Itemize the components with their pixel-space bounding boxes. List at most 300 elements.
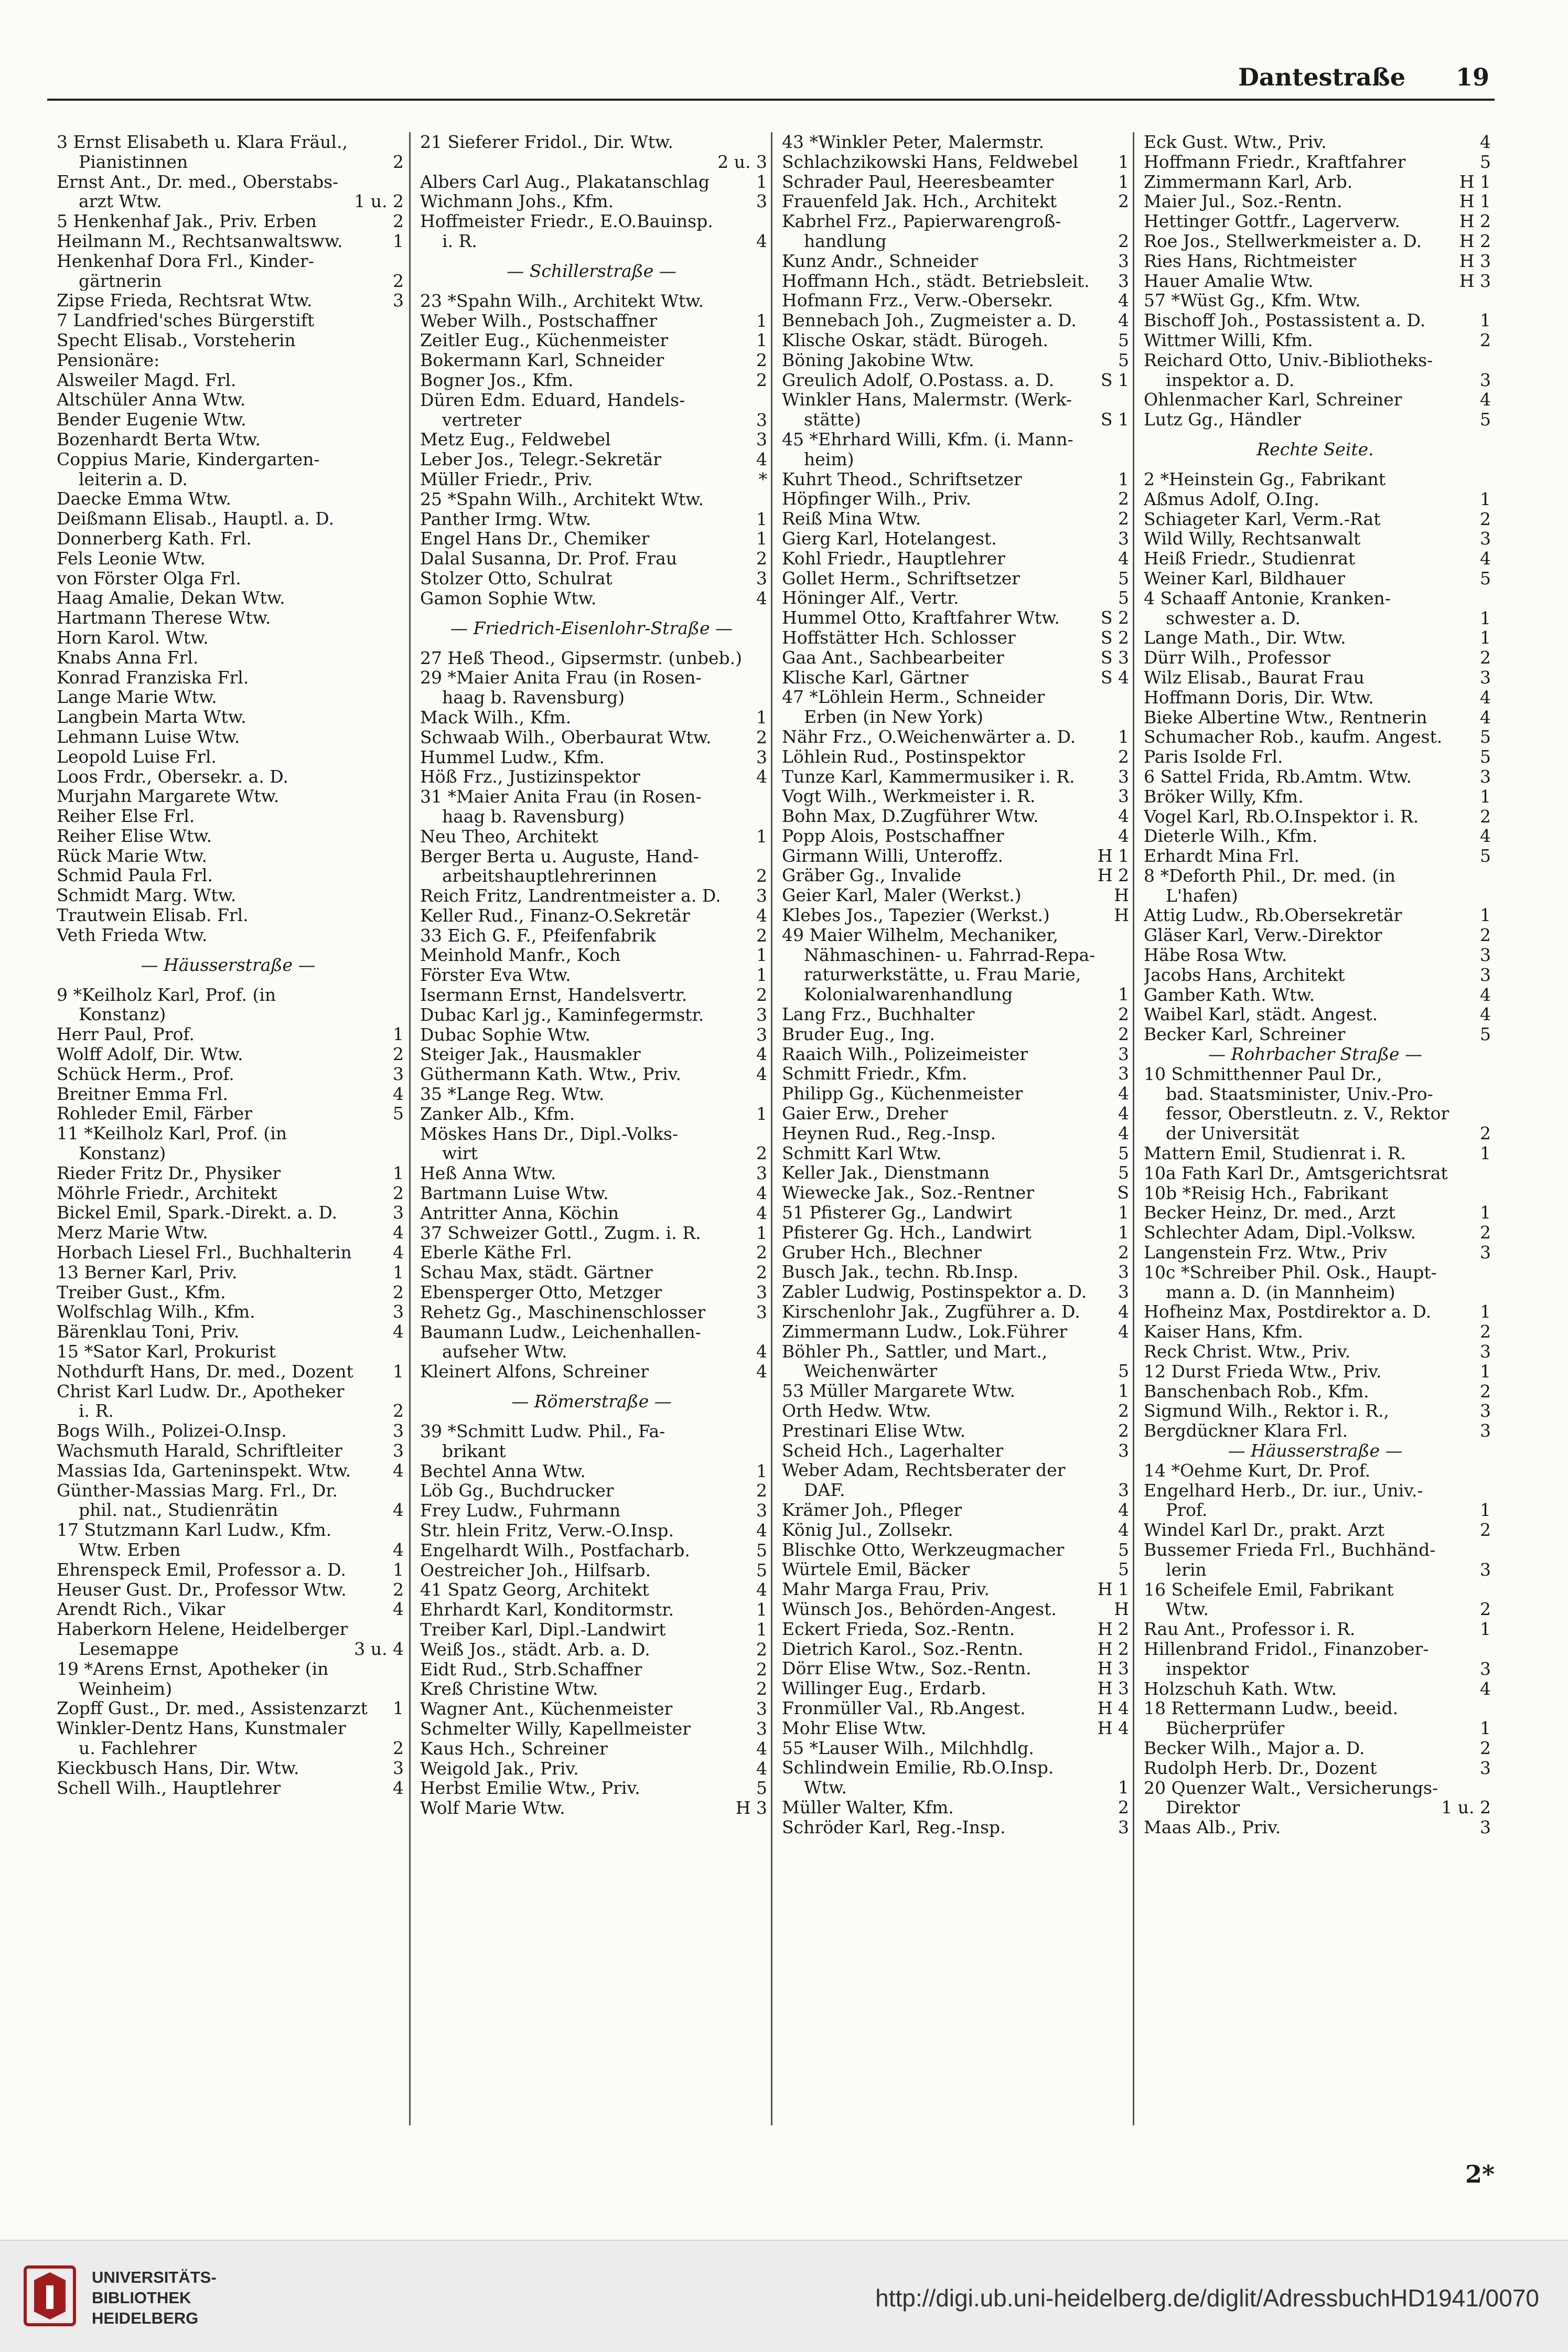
entry-floor: 2 [1118, 1004, 1129, 1024]
entry-text: 4 Schaaff Antonie, Kranken- [1144, 588, 1391, 608]
directory-entry [47, 945, 409, 985]
directory-entry [411, 608, 772, 648]
entry-text: Schmitt Karl Wtw. [782, 1143, 942, 1163]
directory-entry [47, 1758, 409, 1778]
directory-entry [1134, 1698, 1496, 1718]
entry-floor: 2 [1118, 509, 1129, 529]
entry-floor [400, 687, 404, 707]
entry-text: Prestinari Elise Wtw. [782, 1420, 966, 1441]
directory-entry [411, 1084, 772, 1104]
entry-floor: 2 [393, 1044, 404, 1064]
entry-floor [763, 1124, 767, 1144]
entry-floor: 3 [756, 568, 767, 589]
entry-text: — Römerstraße — [511, 1391, 672, 1412]
entry-text: Lange Marie Wtw. [57, 687, 217, 708]
entry-text: Gamber Kath. Wtw. [1144, 985, 1315, 1005]
entry-text: Loos Frdr., Obersekr. a. D. [57, 766, 288, 787]
directory-entry [1134, 231, 1496, 251]
directory-entry [47, 172, 409, 192]
entry-text: Krämer Joh., Pfleger [782, 1500, 962, 1520]
directory-entry [772, 549, 1134, 569]
directory-entry [411, 1183, 772, 1203]
directory-entry [1134, 330, 1496, 350]
entry-floor: 1 [756, 330, 767, 351]
directory-entry [772, 330, 1134, 350]
entry-floor: H 2 [1459, 231, 1491, 251]
entry-floor [400, 549, 404, 569]
directory-entry [772, 1758, 1134, 1778]
directory-entry [772, 1540, 1134, 1560]
entry-text: Neu Theo, Architekt [420, 826, 598, 847]
entry-text: 33 Eich G. F., Pfeifenfabrik [420, 925, 656, 946]
entry-text: Lutz Gg., Händler [1144, 410, 1301, 430]
directory-entry [1134, 251, 1496, 271]
entry-text: Heilmann M., Rechtsanwaltsww. [57, 231, 343, 251]
entry-floor [400, 1619, 404, 1639]
entry-floor: 3 [1480, 1401, 1491, 1421]
entry-text: Kirschenlohr Jak., Zugführer a. D. [782, 1302, 1080, 1322]
directory-entry [47, 390, 409, 410]
entry-text: Erhardt Mina Frl. [1144, 846, 1299, 866]
entry-floor: 2 [756, 866, 767, 886]
entry-text: Deißmann Elisab., Hauptl. a. D. [57, 509, 334, 529]
entry-floor: 1 [756, 1619, 767, 1640]
entry-floor: S 4 [1100, 667, 1129, 688]
entry-floor: 4 [1118, 1520, 1129, 1540]
directory-entry [772, 1599, 1134, 1619]
entry-floor: H 1 [1097, 846, 1129, 866]
directory-entry [1134, 1024, 1496, 1044]
entry-floor: 3 [1480, 1243, 1491, 1263]
directory-entry [411, 430, 772, 450]
entry-text: Panther Irmg. Wtw. [420, 509, 592, 529]
directory-entry [772, 588, 1134, 608]
entry-floor: H 4 [1097, 1718, 1129, 1738]
directory-entry [1134, 905, 1496, 925]
entry-floor: 4 [1118, 1321, 1129, 1342]
entry-text: Weigold Jak., Priv. [420, 1758, 579, 1779]
entry-floor: 1 [1118, 1222, 1129, 1243]
directory-entry [47, 291, 409, 311]
entry-text: Treiber Karl, Dipl.-Landwirt [420, 1619, 666, 1640]
entry-text: Daecke Emma Wtw. [57, 489, 231, 509]
entry-text: Bussemer Frieda Frl., Buchhänd- [1144, 1540, 1436, 1560]
entry-text: 3 Ernst Elisabeth u. Klara Fräul., [57, 132, 348, 152]
directory-entry [47, 747, 409, 767]
entry-floor [400, 865, 404, 885]
entry-floor [1125, 430, 1129, 450]
directory-entry [411, 172, 772, 192]
entry-text: Becker Heinz, Dr. med., Arzt [1144, 1203, 1395, 1223]
entry-text: Hummel Ludw., Kfm. [420, 747, 605, 767]
entry-text: 25 *Spahn Wilh., Architekt Wtw. [420, 489, 704, 509]
entry-floor [763, 648, 767, 668]
entry-text: Eidt Rud., Strb.Schaffner [420, 1659, 642, 1680]
directory-entry [411, 1461, 772, 1481]
entry-floor: 5 [756, 1540, 767, 1560]
directory-entry [47, 569, 409, 589]
entry-text: Schmid Paula Frl. [57, 865, 213, 886]
directory-entry [1134, 1064, 1496, 1084]
entry-floor [400, 1481, 404, 1501]
entry-floor: 5 [756, 1560, 767, 1580]
entry-floor [400, 747, 404, 767]
entry-floor: 2 [1118, 231, 1129, 251]
directory-entry [772, 1798, 1134, 1818]
entry-floor: H 1 [1097, 1579, 1129, 1599]
library-name [92, 2267, 217, 2328]
entry-floor: 2 [1118, 1401, 1129, 1421]
entry-floor: H 3 [1459, 251, 1491, 271]
directory-entry [411, 1421, 772, 1441]
entry-text: Würtele Emil, Bäcker [782, 1559, 970, 1580]
entry-floor: 4 [756, 231, 767, 251]
entry-text: Mack Wilh., Kfm. [420, 707, 572, 728]
entry-floor [400, 450, 404, 469]
entry-floor: 1 [756, 311, 767, 331]
directory-entry [47, 1024, 409, 1044]
entry-text: Heuser Gust. Dr., Professor Wtw. [57, 1579, 347, 1600]
entry-floor: * [758, 469, 767, 489]
entry-text: Bokermann Karl, Schneider [420, 350, 664, 370]
directory-entry [47, 191, 409, 211]
entry-text: 39 *Schmitt Ludw. Phil., Fa- [420, 1421, 665, 1441]
entry-text: Konstanz) [79, 1143, 166, 1163]
directory-entry [772, 350, 1134, 370]
entry-floor: 2 [1480, 1223, 1491, 1243]
directory-entry [772, 1124, 1134, 1143]
directory-entry [411, 1521, 772, 1541]
entry-floor: 4 [1118, 1500, 1129, 1520]
directory-entry [411, 469, 772, 489]
entry-text: Bischoff Joh., Postassistent a. D. [1144, 311, 1426, 330]
entry-text: Geier Karl, Maler (Werkst.) [782, 885, 1022, 906]
entry-floor: 2 [756, 1639, 767, 1660]
directory-entry [411, 1501, 772, 1521]
entry-text: Höß Frz., Justizinspektor [420, 767, 640, 787]
entry-text: 37 Schweizer Gottl., Zugm. i. R. [420, 1223, 701, 1243]
directory-entry [772, 1143, 1134, 1163]
entry-text: Donnerberg Kath. Frl. [57, 528, 252, 549]
entry-text: wirt [442, 1143, 478, 1164]
directory-entry [772, 1679, 1134, 1698]
directory-entry [47, 786, 409, 806]
directory-entry [47, 846, 409, 866]
directory-entry [411, 668, 772, 688]
directory-entry [47, 1064, 409, 1084]
entry-text: Bogner Jos., Kfm. [420, 370, 574, 390]
entry-text: 9 *Keilholz Karl, Prof. (in [57, 985, 276, 1005]
directory-entry [772, 271, 1134, 291]
entry-floor [1487, 1282, 1491, 1302]
directory-entry [47, 1223, 409, 1243]
directory-entry [1134, 1342, 1496, 1362]
entry-text: Ohlenmacher Karl, Schreiner [1144, 390, 1402, 410]
entry-floor [400, 1679, 404, 1699]
entry-text: Greulich Adolf, O.Postass. a. D. [782, 370, 1055, 390]
entry-floor: 4 [1118, 548, 1129, 569]
entry-text: Murjahn Margarete Wtw. [57, 786, 280, 807]
entry-floor: 2 [1480, 1520, 1491, 1540]
entry-text: — Friedrich-Eisenlohr-Straße — [450, 617, 733, 638]
directory-entry [1134, 1718, 1496, 1738]
directory-entry [47, 687, 409, 707]
entry-floor: 3 [1480, 1342, 1491, 1362]
directory-entry [772, 846, 1134, 866]
entry-text: Knabs Anna Frl. [57, 647, 199, 668]
directory-entry [1134, 1659, 1496, 1679]
entry-floor: 2 [756, 1143, 767, 1164]
directory-entry [772, 1203, 1134, 1223]
entry-floor: 1 [1480, 1718, 1491, 1738]
directory-entry [1134, 767, 1496, 787]
entry-text: i. R. [79, 1401, 114, 1421]
directory-entry [1134, 925, 1496, 945]
entry-floor [400, 826, 404, 846]
entry-floor: 4 [1118, 826, 1129, 846]
entry-text: 27 Heß Theod., Gipsermstr. (unbeb.) [420, 648, 742, 668]
directory-entry [411, 291, 772, 311]
directory-entry [411, 549, 772, 569]
directory-entry [772, 608, 1134, 628]
entry-text: i. R. [442, 231, 477, 251]
entry-floor: 1 [1480, 489, 1491, 509]
entry-floor: 4 [1118, 1123, 1129, 1143]
directory-entry [47, 865, 409, 885]
directory-entry [772, 311, 1134, 330]
entry-floor: 1 [1118, 469, 1129, 489]
entry-text: Eck Gust. Wtw., Priv. [1144, 132, 1327, 152]
entry-text: Düren Edm. Eduard, Handels- [420, 390, 685, 410]
entry-text: Löb Gg., Buchdrucker [420, 1481, 614, 1501]
entry-text: Ehrhardt Karl, Konditormstr. [420, 1600, 674, 1620]
entry-floor: 2 [1480, 1381, 1491, 1402]
entry-text: Christ Karl Ludw. Dr., Apotheker [57, 1381, 345, 1402]
entry-text: 8 *Deforth Phil., Dr. med. (in [1144, 865, 1396, 886]
entry-floor: 4 [1118, 1302, 1129, 1322]
entry-text: Rieder Fritz Dr., Physiker [57, 1163, 281, 1183]
entry-floor [1487, 1461, 1491, 1481]
directory-entry [47, 410, 409, 430]
entry-text: Pfisterer Gg. Hch., Landwirt [782, 1222, 1032, 1243]
entry-text: Hoffmeister Friedr., E.O.Bauinsp. [420, 211, 713, 231]
entry-text: 7 Landfried'sches Bürgerstift [57, 311, 315, 330]
entry-floor: 1 [1480, 628, 1491, 648]
directory-entry [47, 925, 409, 945]
street-title: Dantestraße [1238, 63, 1405, 91]
directory-entry [772, 1361, 1134, 1381]
directory-entry [772, 450, 1134, 469]
entry-floor: 4 [756, 1044, 767, 1065]
entry-floor: 3 [393, 1421, 404, 1441]
entry-floor: 2 [393, 211, 404, 231]
page-header [47, 57, 1495, 101]
directory-entry [411, 1560, 772, 1580]
directory-entry [1134, 708, 1496, 728]
directory-entry [772, 1778, 1134, 1798]
directory-entry [47, 1362, 409, 1382]
entry-floor: 5 [1480, 568, 1491, 589]
source-url-link[interactable]: http://digi.ub.uni-heidelberg.de/diglit/AdressbuchHD1941/0070 [875, 2284, 1539, 2312]
directory-entry [772, 747, 1134, 767]
entry-text: Hauer Amalie Wtw. [1144, 271, 1314, 291]
entry-text: Wild Willy, Rechtsanwalt [1144, 529, 1361, 549]
directory-entry [772, 727, 1134, 747]
entry-floor [763, 1441, 767, 1461]
directory-entry [47, 1599, 409, 1619]
entry-text: Heynen Rud., Reg.-Insp. [782, 1123, 996, 1143]
directory-entry [47, 1044, 409, 1064]
entry-floor [400, 1143, 404, 1163]
entry-floor: 1 [393, 231, 404, 251]
entry-text: schwester a. D. [1166, 608, 1301, 628]
entry-text: Wachsmuth Harald, Schriftleiter [57, 1441, 342, 1461]
entry-text: Winkler Hans, Malermstr. (Werk- [782, 390, 1072, 410]
entry-text: Kleinert Alfons, Schreiner [420, 1362, 649, 1382]
entry-text: gärtnerin [79, 271, 162, 291]
directory-entry [1134, 589, 1496, 608]
entry-floor [400, 172, 404, 192]
entry-floor: 1 [393, 1361, 404, 1382]
entry-text: Reiß Mina Wtw. [782, 509, 921, 529]
entry-text: Zimmermann Karl, Arb. [1144, 172, 1353, 192]
directory-entry [772, 885, 1134, 905]
entry-floor: 4 [1118, 291, 1129, 311]
entry-floor: 1 [393, 1559, 404, 1580]
entry-floor [400, 469, 404, 489]
directory-entry [411, 489, 772, 509]
entry-floor [763, 787, 767, 807]
entry-text: Wünsch Jos., Behörden-Angest. [782, 1599, 1057, 1619]
entry-floor: 2 u. 3 [717, 152, 767, 172]
entry-text: Dieterle Wilh., Kfm. [1144, 826, 1318, 847]
directory-entry [411, 1362, 772, 1382]
entry-floor: 4 [1480, 707, 1491, 728]
entry-text: — Schillerstraße — [507, 260, 676, 281]
entry-text: Alsweiler Magd. Frl. [57, 370, 237, 390]
directory-entry [1134, 807, 1496, 827]
column-2 [409, 132, 772, 2125]
entry-text: Böhler Ph., Sattler, und Mart., [782, 1341, 1048, 1362]
entry-text: 55 *Lauser Wilh., Milchhdlg. [782, 1738, 1034, 1758]
entry-text: Dürr Wilh., Professor [1144, 648, 1331, 668]
entry-floor: 3 [1480, 529, 1491, 549]
entry-text: Bogs Wilh., Polizei-O.Insp. [57, 1421, 287, 1441]
entry-floor [1125, 945, 1129, 965]
entry-text: Gräber Gg., Invalide [782, 865, 962, 886]
entry-text: Rudolph Herb. Dr., Dozent [1144, 1758, 1377, 1778]
entry-floor: 4 [1480, 1679, 1491, 1699]
entry-text: Lehmann Luise Wtw. [57, 726, 240, 747]
entry-floor: 3 [1118, 1480, 1129, 1500]
entry-text: Hofmann Frz., Verw.-Obersekr. [782, 291, 1054, 311]
entry-text: Hofheinz Max, Postdirektor a. D. [1144, 1302, 1432, 1322]
entry-text: 11 *Keilholz Karl, Prof. (in [57, 1124, 287, 1144]
entry-floor [400, 509, 404, 529]
entry-text: Becker Wilh., Major a. D. [1144, 1738, 1365, 1758]
directory-entry [1134, 985, 1496, 1005]
entry-floor: 3 [393, 1064, 404, 1084]
directory-entry [47, 211, 409, 231]
entry-text: haag b. Ravensburg) [442, 806, 625, 827]
entry-text: Schiageter Karl, Verm.-Rat [1144, 509, 1381, 529]
entry-text: Direktor [1166, 1798, 1240, 1818]
entry-text: Coppius Marie, Kindergarten- [57, 449, 320, 469]
directory-entry [1134, 152, 1496, 172]
entry-floor [1487, 1183, 1491, 1203]
entry-floor [400, 1124, 404, 1143]
entry-text: Güthermann Kath. Wtw., Priv. [420, 1064, 681, 1085]
directory-entry [411, 1382, 772, 1421]
entry-floor: 3 [393, 1203, 404, 1223]
entry-floor: 1 [756, 707, 767, 728]
entry-text: Konstanz) [79, 1004, 166, 1025]
directory-entry [411, 1282, 772, 1302]
entry-text: Frey Ludw., Fuhrmann [420, 1501, 621, 1521]
entry-text: Frauenfeld Jak. Hch., Architekt [782, 191, 1057, 212]
directory-entry [411, 688, 772, 708]
entry-floor: 1 [756, 529, 767, 549]
entry-text: Raaich Wilh., Polizeimeister [782, 1044, 1028, 1064]
entry-floor: 3 [1480, 965, 1491, 985]
directory-entry [1134, 1004, 1496, 1024]
directory-entry [772, 1223, 1134, 1243]
entry-text: Mahr Marga Frau, Priv. [782, 1579, 990, 1599]
entry-floor: 4 [756, 1203, 767, 1223]
entry-floor [400, 390, 404, 410]
entry-text: Altschüler Anna Wtw. [57, 390, 246, 410]
entry-text [420, 152, 713, 172]
directory-entry [1134, 1481, 1496, 1501]
entry-floor: 3 [1480, 766, 1491, 787]
directory-entry [47, 1698, 409, 1718]
directory-entry [772, 826, 1134, 846]
entry-text: 15 *Sator Karl, Prokurist [57, 1342, 276, 1362]
entry-text: Kunz Andr., Schneider [782, 251, 979, 271]
entry-text: Lange Math., Dir. Wtw. [1144, 628, 1346, 648]
directory-entry [772, 211, 1134, 231]
directory-entry [772, 152, 1134, 172]
entry-text: Herbst Emilie Wtw., Priv. [420, 1778, 640, 1799]
entry-floor: S 2 [1100, 608, 1129, 628]
entry-floor [1125, 450, 1129, 469]
directory-entry [1134, 826, 1496, 846]
entry-text: Höpfinger Wilh., Priv. [782, 489, 971, 509]
directory-entry [772, 1322, 1134, 1342]
directory-entry [411, 370, 772, 390]
entry-text: Reich Fritz, Landrentmeister a. D. [420, 886, 721, 906]
entry-floor: 4 [393, 1778, 404, 1798]
directory-entry [1134, 1362, 1496, 1382]
entry-floor: H 3 [1097, 1679, 1129, 1698]
entry-floor [763, 251, 767, 291]
entry-text: Bender Eugenie Wtw. [57, 410, 246, 430]
entry-text: Bozenhardt Berta Wtw. [57, 429, 261, 450]
entry-floor [400, 846, 404, 866]
entry-floor: 2 [756, 370, 767, 390]
directory-entry [772, 1818, 1134, 1837]
entry-floor: 1 [1480, 905, 1491, 926]
directory-entry [772, 509, 1134, 529]
entry-floor [1487, 1084, 1491, 1104]
entry-text: Klebes Jos., Tapezier (Werkst.) [782, 905, 1050, 925]
entry-floor [763, 807, 767, 827]
directory-entry [772, 1659, 1134, 1679]
entry-floor: 3 [1118, 1282, 1129, 1302]
entry-floor: 1 [756, 945, 767, 966]
entry-text: Zanker Alb., Kfm. [420, 1104, 575, 1124]
directory-entry [411, 211, 772, 231]
